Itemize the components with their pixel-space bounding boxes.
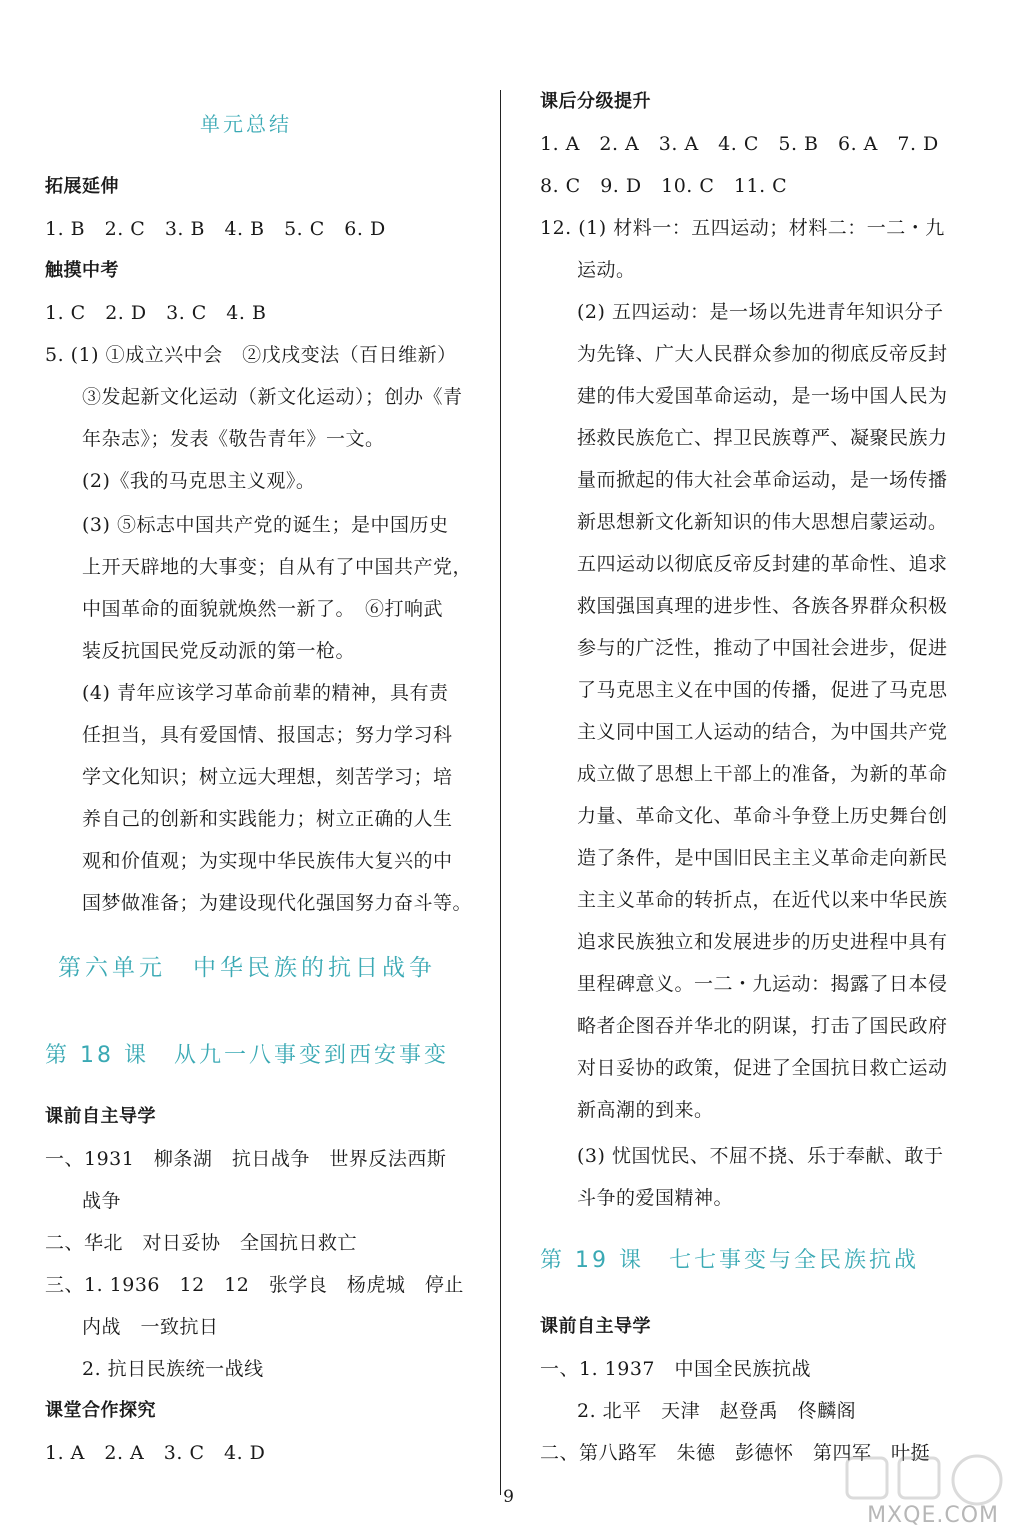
q5-line: (3) ⑤标志中国共产党的诞生；是中国历史: [82, 514, 449, 536]
class-answers: 1. A 2. A 3. C 4. D: [45, 1442, 266, 1464]
pre-line: 内战 一致抗日: [82, 1316, 219, 1338]
q12-line: 五四运动以彻底反帝反封建的革命性、追求: [577, 553, 948, 575]
after-answers-2: 8. C 9. D 10. C 11. C: [540, 175, 788, 197]
after-answers-1: 1. A 2. A 3. A 4. C 5. B 6. A 7. D: [540, 133, 939, 155]
q12-line: 建的伟大爱国革命运动，是一场中国人民为: [577, 385, 948, 407]
q5-line: 国梦做准备；为建设现代化强国努力奋斗等。: [82, 892, 473, 914]
lesson18-title: 第 18 课 从九一八事变到西安事变: [45, 1043, 449, 1068]
q12-line: 量而掀起的伟大社会革命运动，是一场传播: [577, 469, 948, 491]
q5-line: 上开天辟地的大事变；自从有了中国共产党，: [82, 556, 473, 578]
q5-line: 观和价值观；为实现中华民族伟大复兴的中: [82, 850, 453, 872]
pre-line: 一、1931 柳条湖 抗日战争 世界反法西斯: [45, 1148, 447, 1170]
q12-line: 斗争的爱国精神。: [577, 1187, 734, 1209]
class-heading: 课堂合作探究: [45, 1400, 156, 1421]
q12-line: 运动。: [577, 259, 636, 281]
q12-line: 追求民族独立和发展进步的历史进程中具有: [577, 931, 948, 953]
unit-summary-title: 单元总结: [200, 112, 292, 136]
q12-line: 略者企图吞并华北的阴谋，打击了国民政府: [577, 1015, 948, 1037]
q12-line: 新高潮的到来。: [577, 1099, 714, 1121]
q12-line: 拯救民族危亡、捍卫民族尊严、凝聚民族力: [577, 427, 948, 449]
q12-line: (2) 五四运动：是一场以先进青年知识分子: [577, 301, 944, 323]
q5-line: 5. (1) ①成立兴中会 ②戊戌变法（百日维新）: [45, 344, 457, 366]
q12-line: (3) 忧国忧民、不屈不挠、乐于奉献、敢于: [577, 1145, 944, 1167]
after-class-heading: 课后分级提升: [540, 91, 651, 112]
q5-line: 学文化知识；树立远大理想，刻苦学习；培: [82, 766, 453, 788]
extend-answers: 1. B 2. C 3. B 4. B 5. C 6. D: [45, 218, 386, 240]
q5-line: (2)《我的马克思主义观》。: [82, 470, 316, 492]
q12-line: 了马克思主义在中国的传播，促进了马克思: [577, 679, 948, 701]
q12-line: 新思想新文化新知识的伟大思想启蒙运动。: [577, 511, 948, 533]
page-number: 9: [503, 1487, 514, 1507]
q12-line: 力量、革命文化、革命斗争登上历史舞台创: [577, 805, 948, 827]
extend-heading: 拓展延伸: [45, 176, 119, 197]
q12-line: 成立做了思想上干部上的准备，为新的革命: [577, 763, 948, 785]
column-divider: [500, 90, 501, 1495]
q5-line: 年杂志》；发表《敬告青年》一文。: [82, 428, 385, 450]
q12-line: 为先锋、广大人民群众参加的彻底反帝反封: [577, 343, 948, 365]
pre-line: 2. 抗日民族统一战线: [82, 1358, 264, 1380]
q12-line: 主义同中国工人运动的结合，为中国共产党: [577, 721, 948, 743]
q12-line: 对日妥协的政策，促进了全国抗日救亡运动: [577, 1057, 948, 1079]
q5-line: 养自己的创新和实践能力；树立正确的人生: [82, 808, 453, 830]
q12-line: 参与的广泛性，推动了中国社会进步，促进: [577, 637, 948, 659]
q5-line: 中国革命的面貌就焕然一新了。 ⑥打响武: [82, 598, 444, 620]
q12-line: 里程碑意义。一二・九运动：揭露了日本侵: [577, 973, 948, 995]
pre-line-right: 一、1. 1937 中国全民族抗战: [540, 1358, 812, 1380]
q12-line: 救国强国真理的进步性、各族各界群众积极: [577, 595, 948, 617]
q12-line: 主主义革命的转折点，在近代以来中华民族: [577, 889, 948, 911]
q5-line: 任担当，具有爱国情、报国志；努力学习科: [82, 724, 453, 746]
q12-line: 12. (1) 材料一：五四运动；材料二：一二・九: [540, 217, 945, 239]
pre-line: 战争: [82, 1190, 122, 1212]
pre-line: 二、华北 对日妥协 全国抗日救亡: [45, 1232, 358, 1254]
q5-line: ③发起新文化运动（新文化运动）；创办《青: [82, 386, 463, 408]
watermark-text: MXQE.COM: [867, 1503, 999, 1528]
pre-study-heading-left: 课前自主导学: [45, 1106, 156, 1127]
q5-line: 装反抗国民党反动派的第一枪。: [82, 640, 356, 662]
exam-answers: 1. C 2. D 3. C 4. B: [45, 302, 267, 324]
pre-line: 三、1. 1936 12 12 张学良 杨虎城 停止: [45, 1274, 464, 1296]
q12-line: 造了条件，是中国旧民主主义革命走向新民: [577, 847, 948, 869]
pre-line-right: 二、第八路军 朱德 彭德怀 第四军 叶挺: [540, 1442, 931, 1464]
pre-study-heading-right: 课前自主导学: [540, 1316, 651, 1337]
q5-line: (4) 青年应该学习革命前辈的精神，具有责: [82, 682, 449, 704]
pre-line-right: 2. 北平 天津 赵登禹 佟麟阁: [577, 1400, 857, 1422]
unit6-title: 第六单元 中华民族的抗日战争: [58, 955, 436, 981]
exam-heading: 触摸中考: [45, 260, 119, 281]
lesson19-title: 第 19 课 七七事变与全民族抗战: [540, 1248, 919, 1273]
